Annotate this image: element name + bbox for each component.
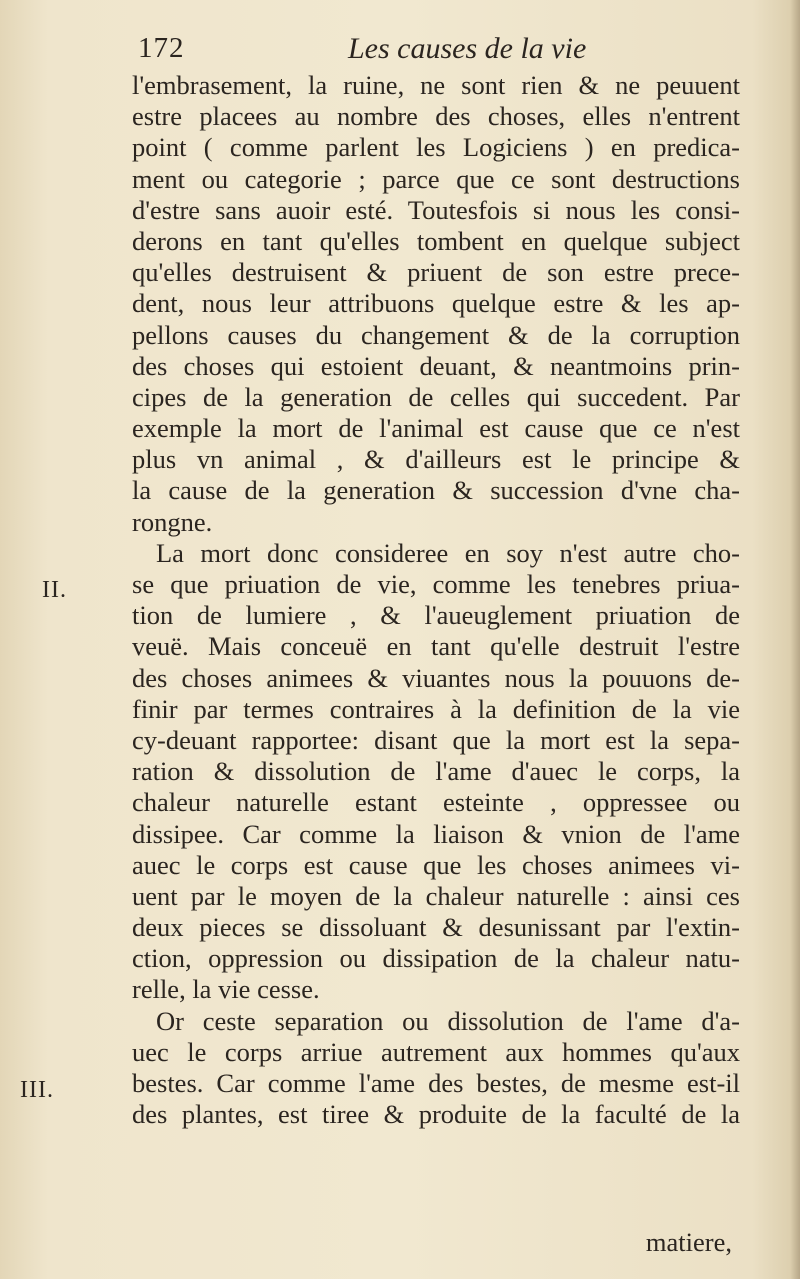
running-head: Les causes de la vie <box>348 32 587 65</box>
text-line: dent, nous leur attribuons quelque estre & les ap- <box>132 288 740 319</box>
text-line: tion de lumiere , & l'aueuglement priuation de <box>132 600 740 631</box>
text-line: des choses animees & viuantes nous la pouuons de- <box>132 662 740 693</box>
text-line: point ( comme parlent les Logiciens ) en predica- <box>132 132 740 163</box>
section-number-2: II. <box>42 577 67 603</box>
text-line: pellons causes du changement & de la corruption <box>132 319 740 350</box>
text-line: veuë. Mais conceuë en tant qu'elle destruit l'estre <box>132 631 740 662</box>
text-line: cy-deuant rapportee: disant que la mort est la sepa- <box>132 724 740 755</box>
text-line: plus vn animal , & d'ailleurs est le principe & <box>132 444 740 475</box>
section-number-3: III. <box>20 1077 54 1103</box>
text-line: des plantes, est tiree & produite de la faculté de la <box>132 1099 740 1130</box>
text-line: deux pieces se dissoluant & desunissant par l'extin- <box>132 912 740 943</box>
text-line: Or ceste separation ou dissolution de l'ame d'a- <box>156 1005 740 1036</box>
page-number: 172 <box>138 32 185 64</box>
text-line: rongne. <box>132 506 213 537</box>
text-line: derons en tant qu'elles tombent en quelque subject <box>132 225 740 256</box>
text-line: ration & dissolution de l'ame d'auec le corps, la <box>132 756 740 787</box>
text-line: finir par termes contraires à la definition de la vie <box>132 693 740 724</box>
body-text <box>132 70 740 1130</box>
text-line: relle, la vie cesse. <box>132 974 320 1005</box>
text-line: cipes de la generation de celles qui succedent. Par <box>132 381 740 412</box>
text-line: d'estre sans auoir esté. Toutesfois si nous les consi- <box>132 194 740 225</box>
text-line: ment ou categorie ; parce que ce sont destructions <box>132 163 740 194</box>
text-line: estre placees au nombre des choses, elles n'entrent <box>132 101 740 132</box>
text-line: ction, oppression ou dissipation de la chaleur natu- <box>132 943 740 974</box>
text-line: auec le corps est cause que les choses animees vi- <box>132 849 740 880</box>
text-line: se que priuation de vie, comme les tenebres priua- <box>132 569 740 599</box>
text-line: uent par le moyen de la chaleur naturelle : ainsi ces <box>132 880 740 911</box>
text-line: des choses qui estoient deuant, & neantmoins prin- <box>132 350 740 381</box>
catchword: matiere, <box>645 1227 732 1257</box>
text-line: l'embrasement, la ruine, ne sont rien & ne peuuent <box>132 70 740 100</box>
text-line: dissipee. Car comme la liaison & vnion de l'ame <box>132 818 740 849</box>
page-header <box>138 32 738 72</box>
text-line: chaleur naturelle estant esteinte , oppressee ou <box>132 787 740 818</box>
text-line: bestes. Car comme l'ame des bestes, de mesme est-il <box>132 1068 740 1098</box>
text-line: la cause de la generation & succession d'vne cha- <box>132 475 740 506</box>
text-line: exemple la mort de l'animal est cause que ce n'est <box>132 413 740 444</box>
text-line: La mort donc consideree en soy n'est autre cho- <box>156 537 740 568</box>
text-line: uec le corps arriue autrement aux hommes qu'aux <box>132 1036 740 1067</box>
page-edge-shadow <box>790 0 800 1279</box>
text-line: qu'elles destruisent & priuent de son estre prece- <box>132 257 740 288</box>
